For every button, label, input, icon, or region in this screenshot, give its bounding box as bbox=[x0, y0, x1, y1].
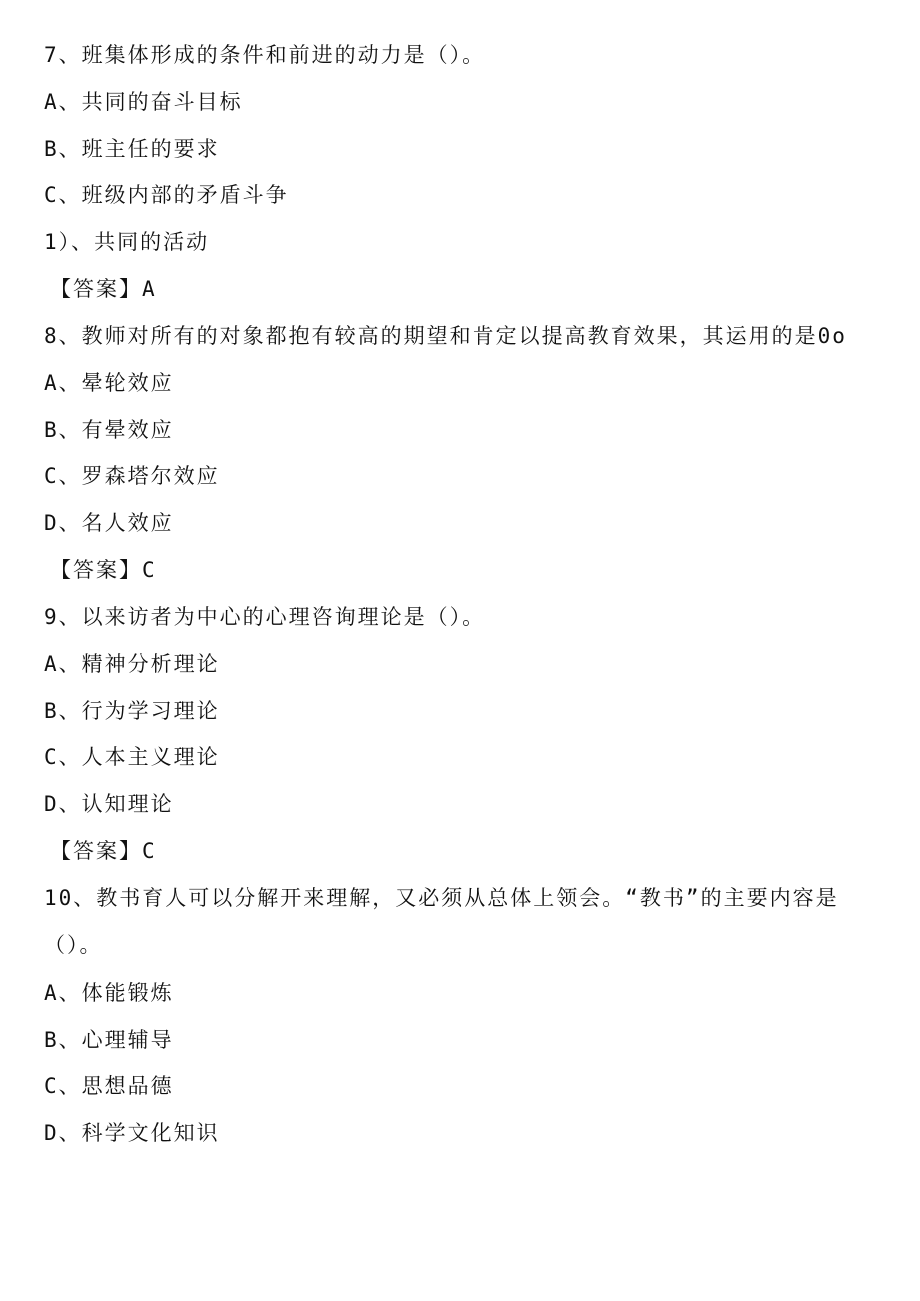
question-8-text: 8、教师对所有的对象都抱有较高的期望和肯定以提高教育效果，其运用的是0o bbox=[44, 324, 847, 348]
question-7-option-a: A、共同的奋斗目标 bbox=[44, 90, 243, 114]
question-8-option-b: B、有晕效应 bbox=[44, 418, 174, 442]
question-9-option-b: B、行为学习理论 bbox=[44, 699, 220, 723]
question-7-option-c: C、班级内部的矛盾斗争 bbox=[44, 183, 289, 207]
question-9-option-c: C、人本主义理论 bbox=[44, 745, 220, 769]
question-7-answer: 【答案】A bbox=[50, 277, 157, 301]
question-9-option-a: A、精神分析理论 bbox=[44, 652, 220, 676]
question-9-text: 9、以来访者为中心的心理咨询理论是（）。 bbox=[44, 605, 486, 629]
question-8-option-c: C、罗森塔尔效应 bbox=[44, 464, 220, 488]
question-10-option-d: D、科学文化知识 bbox=[44, 1121, 220, 1145]
question-9-option-d: D、认知理论 bbox=[44, 792, 174, 816]
question-8-answer: 【答案】C bbox=[50, 558, 157, 582]
question-7-option-d: 1）、共同的活动 bbox=[44, 230, 210, 254]
question-10-option-a: A、体能锻炼 bbox=[44, 981, 174, 1005]
question-10-option-c: C、思想品德 bbox=[44, 1074, 174, 1098]
question-8-option-a: A、晕轮效应 bbox=[44, 371, 174, 395]
question-10-option-b: B、心理辅导 bbox=[44, 1028, 174, 1052]
question-10-text-cont: （）。 bbox=[44, 933, 103, 957]
question-7-text: 7、班集体形成的条件和前进的动力是（）。 bbox=[44, 43, 486, 67]
question-9-answer: 【答案】C bbox=[50, 839, 157, 863]
question-10-text: 10、教书育人可以分解开来理解，又必须从总体上领会。“教书”的主要内容是 bbox=[44, 886, 839, 910]
question-7-option-b: B、班主任的要求 bbox=[44, 137, 220, 161]
question-8-option-d: D、名人效应 bbox=[44, 511, 174, 535]
